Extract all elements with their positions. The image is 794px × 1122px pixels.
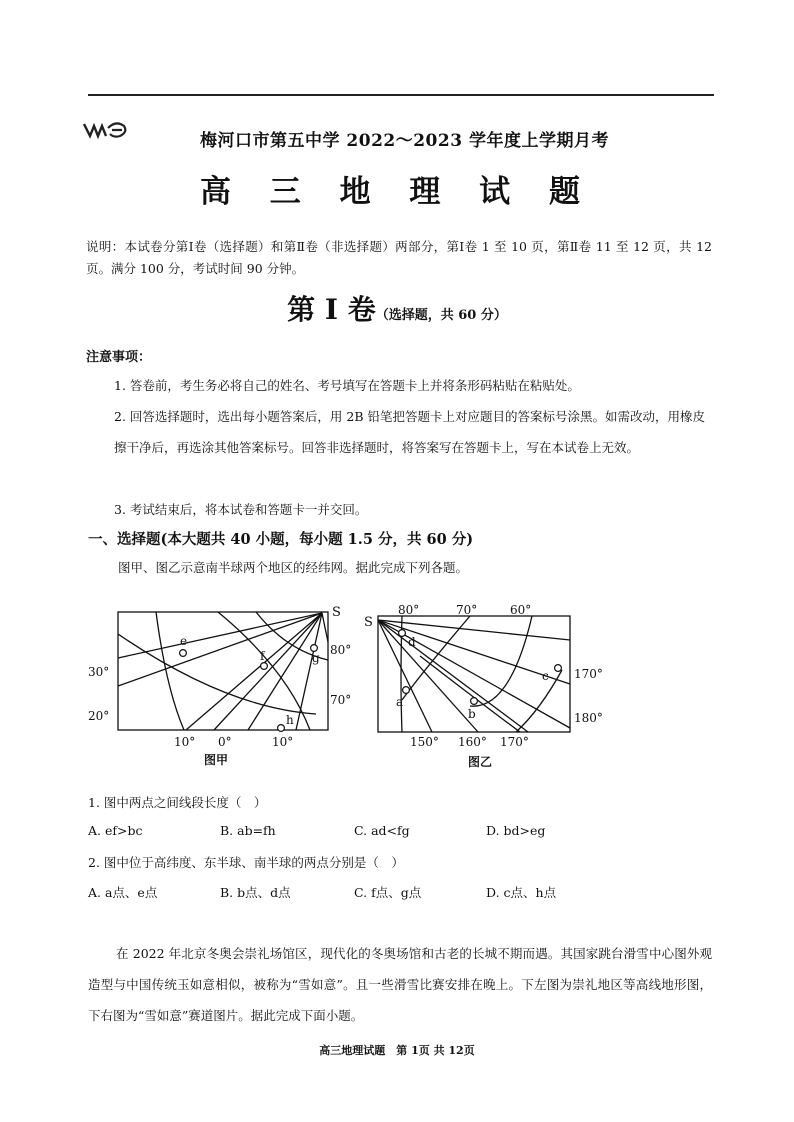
lat-label-30: 30° xyxy=(88,665,110,679)
question-2-option-c: C. f点、g点 xyxy=(354,885,422,900)
figure-left-graticule xyxy=(86,598,368,770)
figure-left-caption: 图甲 xyxy=(204,753,229,767)
lon-label-70: 70° xyxy=(456,603,478,617)
question-1-option-d: D. bd>eg xyxy=(486,823,546,838)
lon-label-70: 70° xyxy=(330,693,352,707)
point-label-f: f xyxy=(260,649,265,663)
figure-left-pole: S xyxy=(332,605,341,620)
figure-right-caption: 图乙 xyxy=(468,755,493,769)
lon-label-80: 80° xyxy=(330,643,352,657)
point-e xyxy=(180,650,187,657)
lon-label-80: 80° xyxy=(398,603,420,617)
point-a xyxy=(403,687,410,694)
point-d xyxy=(399,630,406,637)
point-label-a: a xyxy=(396,695,404,709)
volume-heading xyxy=(0,288,794,328)
note-item-3: 3. 考试结束后，将本试卷和答题卡一并交回。 xyxy=(114,502,368,517)
point-f xyxy=(261,663,268,670)
page-footer: 高三地理试题 第 1页 共 12页 xyxy=(319,1044,475,1057)
lon-label-170b: 170° xyxy=(500,735,529,749)
question-1-option-c: C. ad<fg xyxy=(354,823,410,838)
lat-label-170: 170° xyxy=(574,667,603,681)
lon-label-160: 160° xyxy=(458,735,487,749)
point-label-c: c xyxy=(542,669,549,683)
lat-label-180: 180° xyxy=(574,711,603,725)
volume-title: 第 Ⅰ 卷 xyxy=(287,293,376,326)
school-logo-icon xyxy=(82,118,130,144)
lon-label-150: 150° xyxy=(410,735,439,749)
point-label-b: b xyxy=(468,707,476,721)
question-2-option-d: D. c点、h点 xyxy=(486,885,557,900)
notes-heading: 注意事项： xyxy=(86,350,152,365)
question-2-option-b: B. b点、d点 xyxy=(220,885,291,900)
school-title: 梅河口市第五中学 2022～2023 学年度上学期月考 xyxy=(200,131,609,151)
exam-description: 说明：本试卷分第Ⅰ卷（选择题）和第Ⅱ卷（非选择题）两部分，第Ⅰ卷 1 至 10 页，第Ⅱ卷 11 至 12 页，共 12 页。满分 100 分，考试时间 90 分钟。 xyxy=(86,239,712,276)
passage-text: 在 2022 年北京冬奥会崇礼场馆区，现代化的冬奥场馆和古老的长城不期而遇。其国家跳台滑雪中心图外观造型与中国传统玉如意相似，被称为“雪如意”。且一些滑雪比赛安排在晚上。下左图为崇礼地区等高线地形图，下右图为“雪如意”赛道图片。据此完成下面小题。 xyxy=(88,946,712,1023)
point-b xyxy=(471,698,478,705)
header-rule xyxy=(88,94,714,96)
note-item-1: 1. 答卷前，考生务必将自己的姓名、考号填写在答题卡上并将条形码粘贴在粘贴处。 xyxy=(114,378,580,393)
lon-label-0: 0° xyxy=(218,735,232,749)
question-2-stem: 2. 图中位于高纬度、东半球、南半球的两点分别是（ ） xyxy=(88,855,404,870)
point-label-e: e xyxy=(180,634,188,648)
point-c xyxy=(555,665,562,672)
question-1-option-b: B. ab=fh xyxy=(220,823,276,838)
volume-subtitle: （选择题，共 60 分） xyxy=(375,308,507,323)
lon-label-10w: 10° xyxy=(174,735,196,749)
section-intro: 图甲、图乙示意南半球两个地区的经纬网。据此完成下列各题。 xyxy=(118,560,469,575)
question-1-option-a: A. ef>bc xyxy=(88,823,143,838)
point-label-d: d xyxy=(408,635,416,649)
note-item-2: 2. 回答选择题时，选出每小题答案后，用 2B 铅笔把答题卡上对应题目的答案标号涂黑。如需改动，用橡皮擦干净后，再选涂其他答案标号。回答非选择题时，将答案写在答题卡上，写在本试卷上无效。 xyxy=(114,409,705,455)
section-title: 一、选择题(本大题共 40 小题，每小题 1.5 分，共 60 分) xyxy=(88,531,474,548)
lon-label-10e: 10° xyxy=(272,735,294,749)
point-label-h: h xyxy=(286,713,294,727)
point-label-g: g xyxy=(312,651,320,665)
lat-label-20: 20° xyxy=(88,709,110,723)
figure-right-pole: S xyxy=(364,615,373,630)
point-h xyxy=(278,725,285,732)
question-2-option-a: A. a点、e点 xyxy=(88,885,158,900)
exam-title: 高 三 地 理 试 题 xyxy=(200,174,594,210)
lon-label-60: 60° xyxy=(510,603,532,617)
question-1-stem: 1. 图中两点之间线段长度（ ） xyxy=(88,795,267,810)
figure-right-graticule xyxy=(360,600,618,770)
